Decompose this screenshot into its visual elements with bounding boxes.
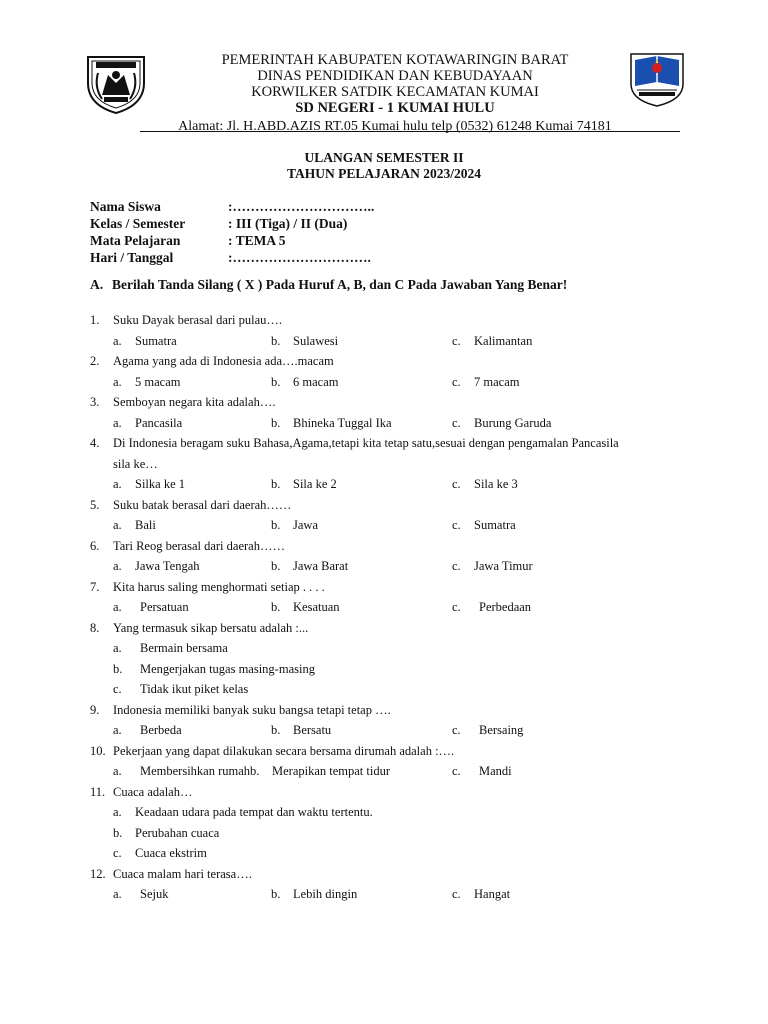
section-letter: A. <box>90 277 104 292</box>
school-address: Alamat: Jl. H.ABD.AZIS RT.05 Kumai hulu telp (0532) 61248 Kumai 74181 <box>178 119 612 134</box>
question-number: 4. <box>90 436 100 450</box>
question-text: Agama yang ada di Indonesia ada….macam <box>113 354 334 368</box>
question-text: Suku batak berasal dari daerah…… <box>113 497 292 512</box>
option-b[interactable]: b. 6 macam <box>271 374 339 389</box>
exam-title: ULANGAN SEMESTER II <box>304 150 464 165</box>
option-c[interactable]: c. Burung Garuda <box>452 415 552 430</box>
question-number: 7. <box>90 579 100 594</box>
option-b[interactable]: b. Sila ke 2 <box>271 477 337 491</box>
options-3 <box>90 413 710 434</box>
identity-label: Kelas / Semester <box>90 216 186 231</box>
option-a[interactable]: a. 5 macam <box>113 374 181 389</box>
identity-value: : TEMA 5 <box>228 233 286 248</box>
question-text: Pekerjaan yang dapat dilakukan secara bersama dirumah adalah :…. <box>113 743 455 758</box>
option-a[interactable]: a. Keadaan udara pada tempat dan waktu tertentu. <box>113 805 373 819</box>
question-7 <box>90 577 710 598</box>
options-4 <box>90 474 710 495</box>
letterhead-divider <box>140 131 680 132</box>
question-4 <box>90 433 710 454</box>
question-1 <box>90 310 710 331</box>
question-2 <box>90 351 710 372</box>
question-text: Semboyan negara kita adalah…. <box>113 395 276 409</box>
question-text: Suku Dayak berasal dari pulau…. <box>113 313 283 327</box>
question-11 <box>90 782 710 803</box>
option-c[interactable]: c. Tidak ikut piket kelas <box>113 682 249 696</box>
question-9 <box>90 700 710 721</box>
question-10 <box>90 741 710 762</box>
question-text: Di Indonesia beragam suku Bahasa,Agama,tetapi kita tetap satu,sesuai dengan pengamalan Pancasila <box>113 436 619 450</box>
question-5 <box>90 495 710 516</box>
options-9 <box>90 720 710 741</box>
option-c[interactable]: c. Sila ke 3 <box>452 477 518 491</box>
option-a[interactable]: a. Pancasila <box>113 415 183 430</box>
identity-row-name <box>90 198 374 215</box>
question-text: Cuaca adalah… <box>113 784 193 799</box>
option-b[interactable]: b. Kesatuan <box>271 600 340 614</box>
letterhead-line-3: KORWILKER SATDIK KECAMATAN KUMAI <box>251 84 539 100</box>
option-b[interactable]: b. Perubahan cuaca <box>113 825 220 840</box>
question-6 <box>90 536 710 557</box>
identity-row-date <box>90 249 374 266</box>
question-text: Kita harus saling menghormati setiap . . . . <box>113 579 325 594</box>
option-b[interactable]: b. Bersatu <box>271 723 332 737</box>
option-b[interactable]: b. Sulawesi <box>271 333 339 348</box>
option-a[interactable]: a. Membersihkan rumah <box>113 764 251 778</box>
option-c[interactable]: c. 7 macam <box>452 374 520 389</box>
option-a[interactable]: a. Bermain bersama <box>113 641 228 655</box>
option-c[interactable]: c. Jawa Timur <box>452 559 533 573</box>
identity-value: : III (Tiga) / II (Dua) <box>228 216 348 231</box>
question-number: 3. <box>90 395 100 409</box>
options-8-a <box>90 638 710 659</box>
question-number: 11. <box>90 784 106 799</box>
option-c[interactable]: c. Sumatra <box>452 518 516 532</box>
option-c[interactable]: c. Perbedaan <box>452 600 532 614</box>
options-8-b <box>90 659 710 680</box>
option-b[interactable]: b. Lebih dingin <box>271 887 358 901</box>
option-a[interactable]: a. Sejuk <box>113 887 169 901</box>
question-number: 10. <box>90 743 106 758</box>
options-11-c <box>90 843 710 864</box>
question-number: 2. <box>90 354 100 368</box>
question-12 <box>90 864 710 885</box>
identity-label: Nama Siswa <box>90 199 161 214</box>
options-11-a <box>90 802 710 823</box>
identity-row-subject <box>90 232 374 249</box>
option-b[interactable]: b. Jawa <box>271 518 318 532</box>
options-6 <box>90 556 710 577</box>
option-c[interactable]: c. Mandi <box>452 764 512 778</box>
identity-label: Mata Pelajaran <box>90 233 181 248</box>
question-number: 12. <box>90 866 106 881</box>
question-number: 6. <box>90 538 100 553</box>
instruction-text: Berilah Tanda Silang ( X ) Pada Huruf A, B, dan C Pada Jawaban Yang Benar! <box>112 277 568 292</box>
options-1 <box>90 331 710 352</box>
identity-value: :………………………….. <box>228 199 375 214</box>
question-text: Yang termasuk sikap bersatu adalah :... <box>113 620 309 635</box>
option-b[interactable]: b. Bhineka Tuggal Ika <box>271 415 392 430</box>
option-c[interactable]: c. Kalimantan <box>452 333 533 348</box>
school-emblem-logo <box>627 48 687 108</box>
letterhead-line-1: PEMERINTAH KABUPATEN KOTAWARINGIN BARAT <box>221 52 569 68</box>
question-3 <box>90 392 710 413</box>
options-8-c <box>90 679 710 700</box>
option-a[interactable]: a. Silka ke 1 <box>113 477 185 491</box>
academic-year: TAHUN PELAJARAN 2023/2024 <box>286 166 481 181</box>
option-a[interactable]: a. Sumatra <box>113 333 177 348</box>
school-name: SD NEGERI - 1 KUMAI HULU <box>295 100 495 116</box>
letterhead <box>140 52 650 135</box>
option-a[interactable]: a. Bali <box>113 518 156 532</box>
option-a[interactable]: a. Persatuan <box>113 600 189 614</box>
question-text: Tari Reog berasal dari daerah…… <box>113 538 285 553</box>
options-11-b <box>90 823 710 844</box>
option-b[interactable]: b. Merapikan tempat tidur <box>250 764 391 778</box>
question-number: 5. <box>90 497 100 512</box>
option-a[interactable]: a. Jawa Tengah <box>113 559 200 573</box>
identity-label: Hari / Tanggal <box>90 250 174 265</box>
question-text-continued: sila ke… <box>113 456 158 471</box>
question-number: 8. <box>90 620 100 635</box>
identity-value: :…………………………. <box>228 250 371 265</box>
question-number: 9. <box>90 702 100 717</box>
letterhead-line-2: DINAS PENDIDIKAN DAN KEBUDAYAAN <box>257 68 533 84</box>
question-text: Cuaca malam hari terasa…. <box>113 866 252 881</box>
option-a[interactable]: a. Berbeda <box>113 723 182 737</box>
options-5 <box>90 515 710 536</box>
option-c[interactable]: c. Cuaca ekstrim <box>113 846 207 860</box>
options-2 <box>90 372 710 393</box>
option-b[interactable]: b. Mengerjakan tugas masing-masing <box>113 661 315 676</box>
identity-row-class <box>90 215 374 232</box>
question-list <box>90 310 710 905</box>
section-instruction <box>90 277 567 293</box>
options-10 <box>90 761 710 782</box>
student-identity <box>90 198 374 266</box>
option-b[interactable]: b. Jawa Barat <box>271 559 349 573</box>
options-7 <box>90 597 710 618</box>
option-c[interactable]: c. Bersaing <box>452 723 524 737</box>
question-8 <box>90 618 710 639</box>
option-c[interactable]: c. Hangat <box>452 887 511 901</box>
options-12 <box>90 884 710 905</box>
question-number: 1. <box>90 313 100 327</box>
question-text: Indonesia memiliki banyak suku bangsa tetapi tetap …. <box>113 702 391 717</box>
